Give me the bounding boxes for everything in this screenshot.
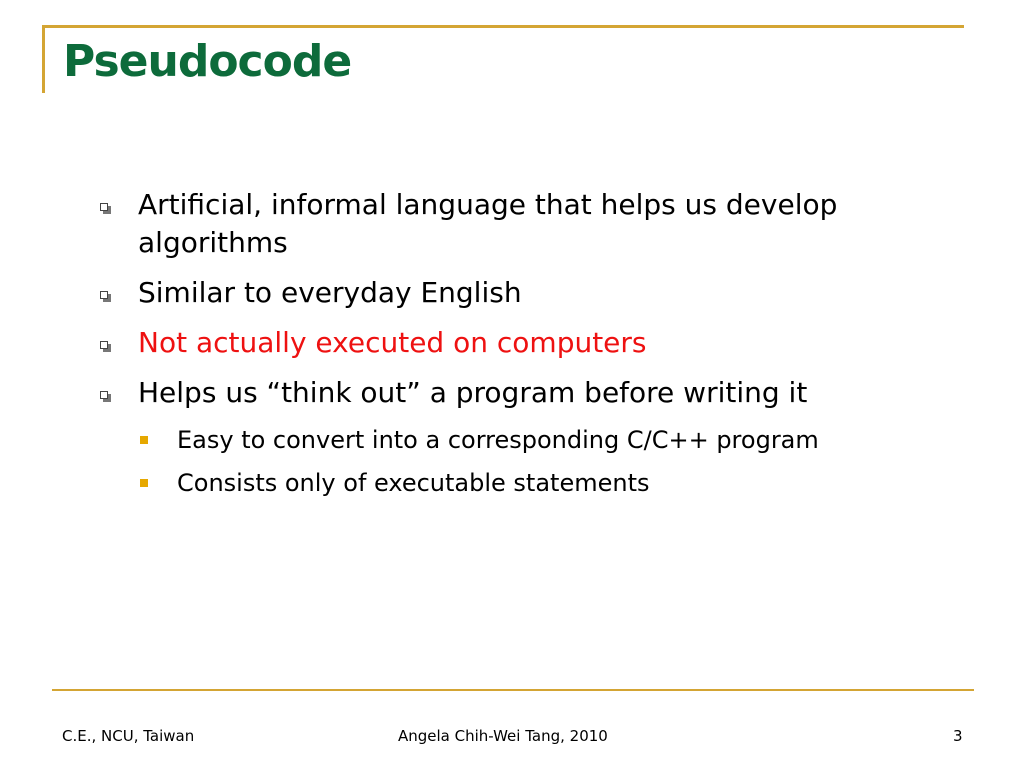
sub-bullet-item xyxy=(138,467,980,500)
footer-rule xyxy=(52,689,974,691)
bullet-item xyxy=(100,274,980,312)
slide-body xyxy=(100,186,980,510)
filled-square-bullet-icon xyxy=(140,436,148,444)
hollow-square-bullet-icon xyxy=(100,291,108,299)
sub-bullet-item xyxy=(138,424,980,457)
footer-author: Angela Chih-Wei Tang, 2010 xyxy=(398,727,608,745)
bullet-text: Similar to everyday English xyxy=(138,276,522,309)
sub-bullet-text: Easy to convert into a corresponding C/C++ program xyxy=(177,426,819,454)
page-number: 3 xyxy=(953,727,963,745)
slide-title: Pseudocode xyxy=(63,36,352,87)
title-frame-top-rule xyxy=(42,25,964,28)
bullet-item xyxy=(100,186,980,262)
sub-bullet-text: Consists only of executable statements xyxy=(177,469,650,497)
hollow-square-bullet-icon xyxy=(100,203,108,211)
bullet-text: Not actually executed on computers xyxy=(138,326,647,359)
filled-square-bullet-icon xyxy=(140,479,148,487)
bullet-text: Helps us “think out” a program before writing it xyxy=(138,376,808,409)
bullet-text: Artificial, informal language that helps us develop algorithms xyxy=(138,188,838,259)
bullet-item-highlighted xyxy=(100,324,980,362)
footer-affiliation: C.E., NCU, Taiwan xyxy=(62,727,195,745)
bullet-item xyxy=(100,374,980,412)
hollow-square-bullet-icon xyxy=(100,391,108,399)
hollow-square-bullet-icon xyxy=(100,341,108,349)
title-frame-left-rule xyxy=(42,25,45,93)
